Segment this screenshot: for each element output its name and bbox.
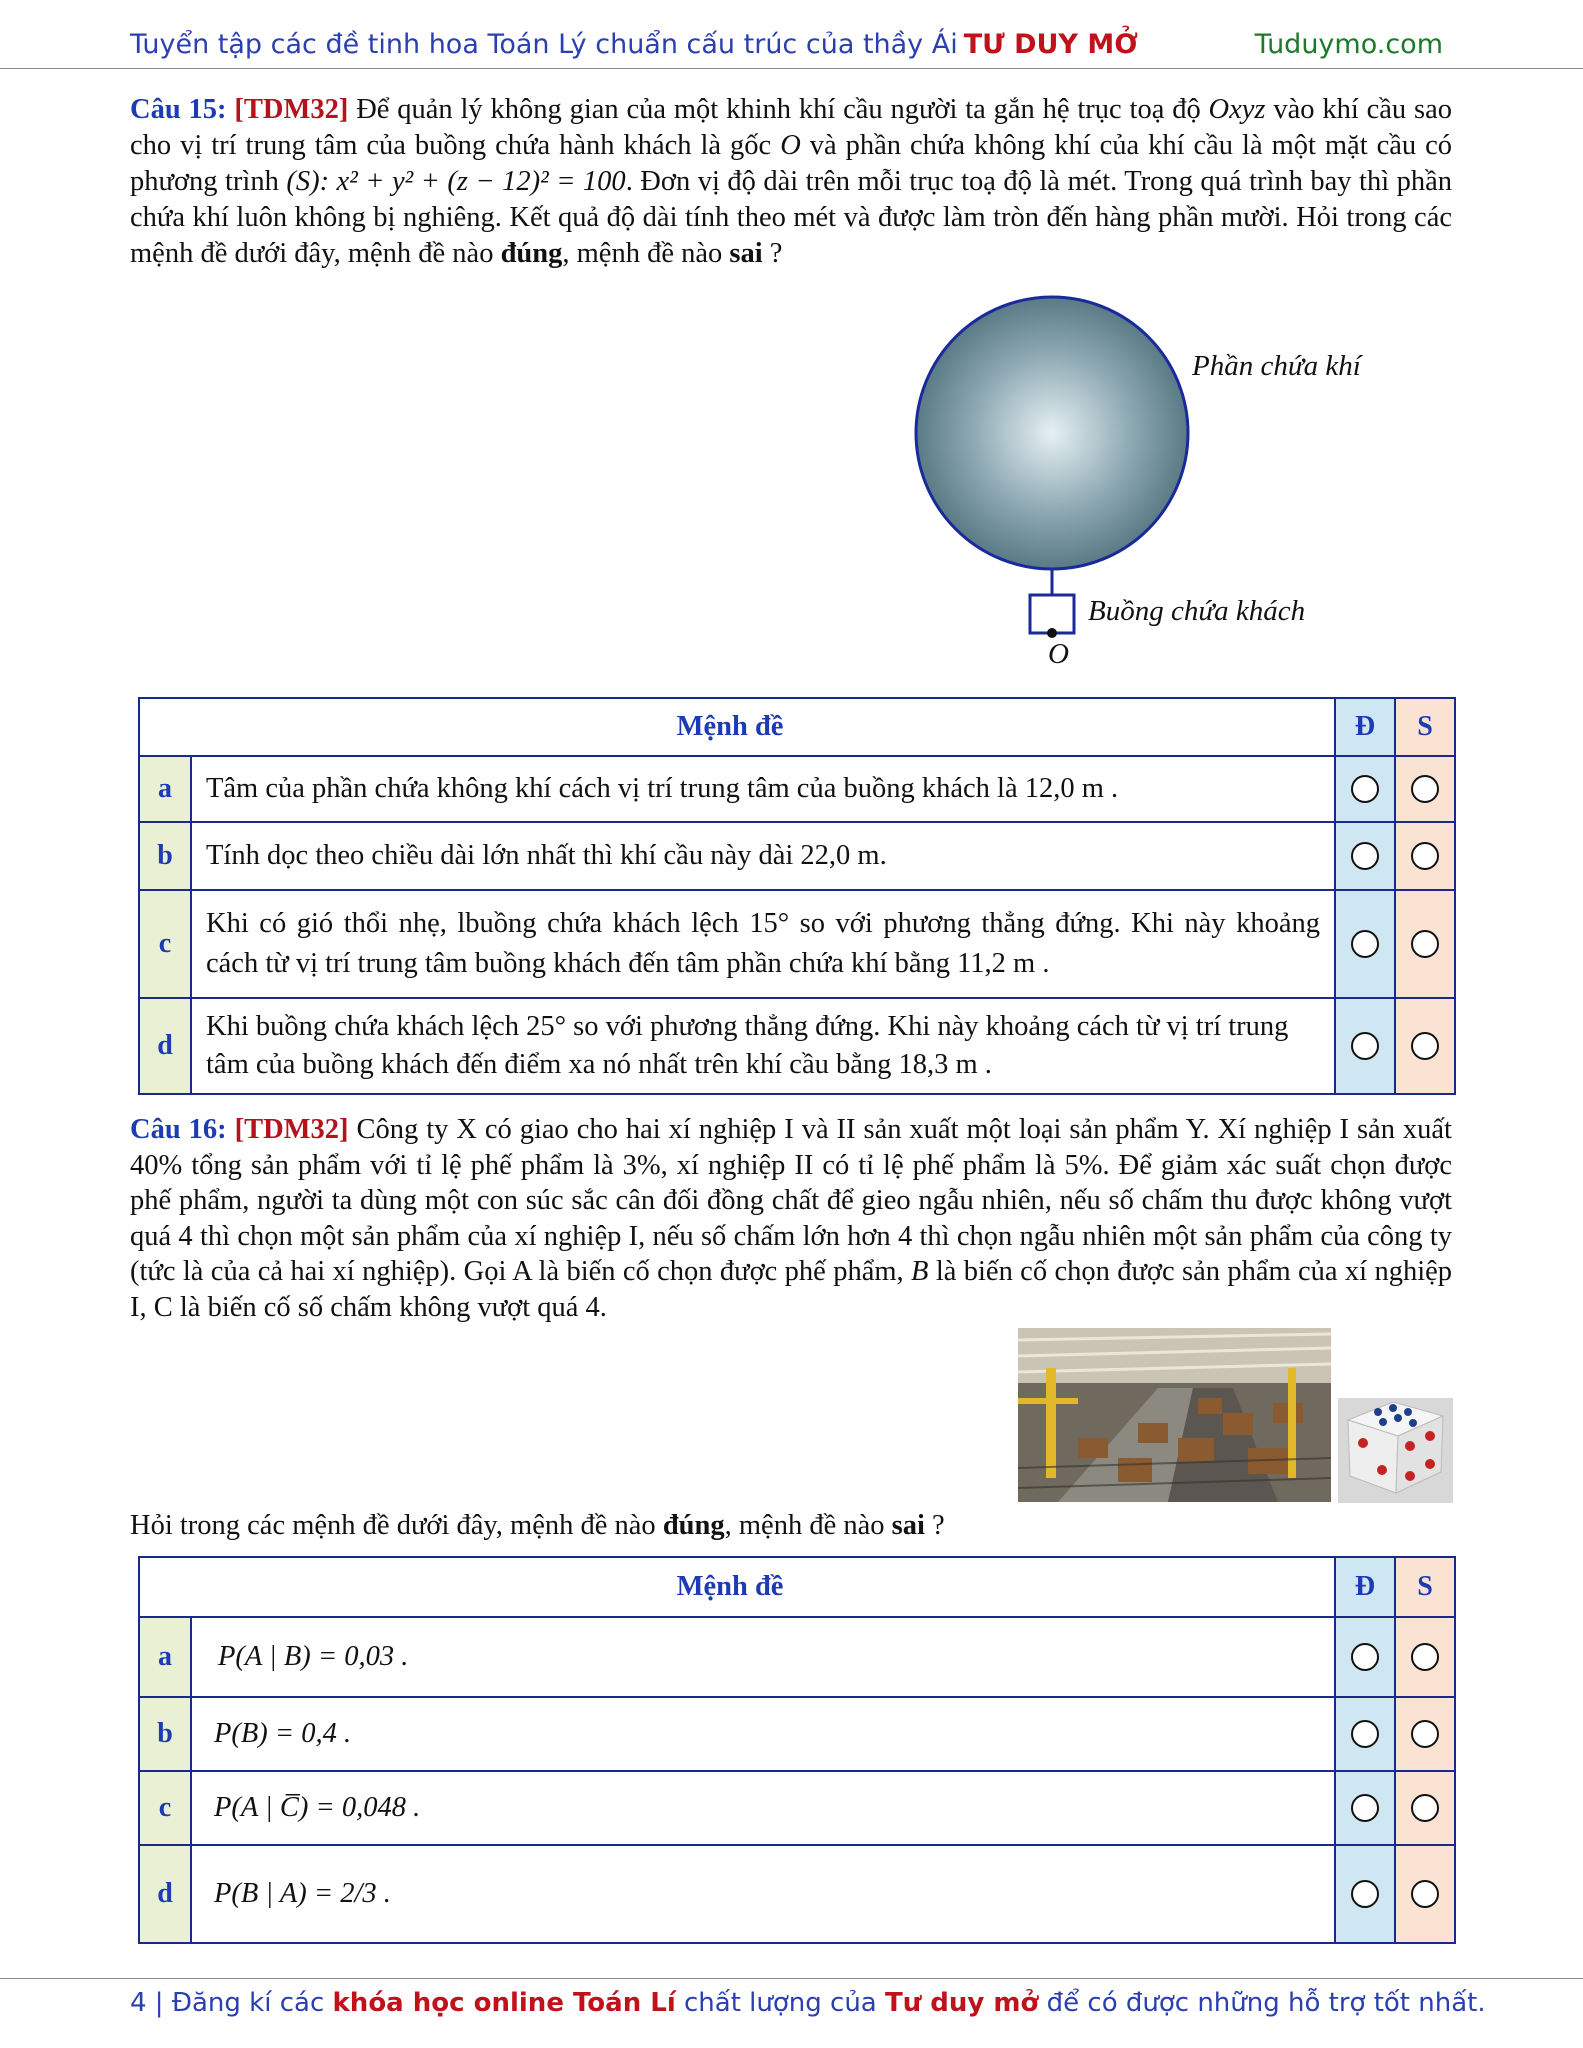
q16-table — [138, 1556, 1456, 1944]
q16-end: ? — [924, 1510, 945, 1541]
balloon-label: Phần chứa khí — [1192, 350, 1361, 382]
table-row — [140, 1616, 1454, 1696]
row-letter: a — [140, 757, 192, 821]
dice-photo — [1338, 1398, 1453, 1503]
q15-text-2: vào khí cầu sao cho vị trí trung tâm của buồng chứa hành khách là gốc — [130, 94, 1453, 161]
row-letter: a — [140, 1618, 192, 1696]
footer-divider — [0, 1978, 1583, 1979]
true-cell — [1334, 1698, 1394, 1770]
true-radio[interactable] — [1351, 930, 1379, 958]
q15-table-header: Mệnh đề — [676, 711, 784, 742]
footer-text-3: chất lượng của — [675, 1988, 885, 2018]
false-cell — [1394, 823, 1454, 889]
q15-text — [130, 92, 1452, 272]
false-radio[interactable] — [1411, 1720, 1439, 1748]
row-statement: P(A | C̅) = 0,048 . — [214, 1792, 421, 1823]
page-footer — [130, 1988, 1486, 2018]
table-row — [140, 821, 1454, 889]
false-radio[interactable] — [1411, 930, 1439, 958]
q16-b: B — [911, 1256, 929, 1287]
q16-col-false: S — [1394, 1558, 1454, 1616]
false-radio[interactable] — [1411, 775, 1439, 803]
true-radio[interactable] — [1351, 775, 1379, 803]
q16-question — [130, 1508, 1452, 1544]
table-row — [140, 1844, 1454, 1942]
balloon-sphere — [916, 297, 1188, 569]
true-radio[interactable] — [1351, 1880, 1379, 1908]
table-row — [140, 755, 1454, 821]
q16-mid: , mệnh đề nào — [724, 1510, 885, 1541]
false-cell — [1394, 999, 1454, 1093]
false-cell — [1394, 1698, 1454, 1770]
q16-text-body: Công ty X có giao cho hai xí nghiệp I và II sản xuất một loại sản phẩm Y. Xí nghiệp I sản xuất 40% tổng sản phẩm với tỉ lệ phế phẩm là 3%, xí nghiệp II có tỉ lệ phế phẩm là 5%. Để giảm xác suất chọn được phế phẩm, người ta dùng một con súc sắc cân đối đồng chất để gieo ngẫu nhiên, nếu số chấm thu được không vượt quá 4 thì chọn một sản phẩm của xí nghiệp I, nếu số chấm lớn hơn 4 thì chọn ngẫu nhiên một sản phẩm của công ty (tức là của cả hai xí nghiệp). Gọi A là biến cố chọn được phế phẩm, — [130, 1114, 1452, 1287]
q15-table-header-row — [140, 699, 1454, 755]
true-cell — [1334, 1618, 1394, 1696]
row-letter: c — [140, 1772, 192, 1844]
footer-text-1: Đăng kí các — [171, 1988, 333, 2018]
row-letter: c — [140, 891, 192, 997]
table-row — [140, 1770, 1454, 1844]
q15-equation: (S): x² + y² + (z − 12)² = 100 — [286, 166, 626, 197]
q15-col-false: S — [1394, 699, 1454, 755]
false-radio[interactable] — [1411, 842, 1439, 870]
footer-text-5: để có được những hỗ trợ tốt nhất. — [1038, 1988, 1486, 2018]
header-title — [130, 29, 1138, 60]
q16-question-start: Hỏi trong các mệnh đề dưới đây, mệnh đề nào — [130, 1510, 656, 1541]
q16-table-header-row — [140, 1558, 1454, 1616]
row-statement: P(A | B) = 0,03 . — [218, 1641, 409, 1672]
q15-end: ? — [762, 238, 783, 269]
q15-mid: , mệnh đề nào — [562, 238, 723, 269]
q16-col-true: Đ — [1334, 1558, 1394, 1616]
row-statement: P(B | A) = 2/3 . — [214, 1878, 391, 1909]
row-statement: Tâm của phần chứa không khí cách vị trí trung tâm của buồng khách là 12,0 m . — [206, 773, 1119, 804]
q15-false-word: sai — [729, 238, 763, 269]
warehouse-photo — [1018, 1328, 1331, 1502]
false-cell — [1394, 1618, 1454, 1696]
row-statement: Tính dọc theo chiều dài lớn nhất thì khí cầu này dài 22,0 m. — [206, 840, 887, 871]
q16-false-word: sai — [891, 1510, 925, 1541]
false-radio[interactable] — [1411, 1643, 1439, 1671]
false-cell — [1394, 891, 1454, 997]
row-statement: Khi buồng chứa khách lệch 25° so với phương thẳng đứng. Khi này khoảng cách từ vị trí trung tâm của buồng khách đến điểm xa nó nhất trên khí cầu bằng 18,3 m . — [206, 1011, 1289, 1080]
row-letter: d — [140, 1846, 192, 1942]
q16-text-end: là biến cố chọn được sản phẩm của xí nghiệp I, C là biến cố số chấm không vượt quá 4. — [130, 1256, 1453, 1323]
footer-courses[interactable]: khóa học online Toán Lí — [332, 1988, 676, 2018]
q16-number: Câu 16: — [130, 1114, 227, 1145]
cabin-box — [1030, 595, 1074, 633]
row-letter: b — [140, 823, 192, 889]
header-left-text: Tuyển tập các đề tinh hoa Toán Lý chuẩn cấu trúc của thầy Ái — [130, 28, 958, 60]
cabin-label: Buồng chứa khách — [1088, 595, 1306, 627]
q15-origin: O — [780, 130, 801, 161]
q15-number: Câu 15: — [130, 94, 227, 125]
true-radio[interactable] — [1351, 1720, 1379, 1748]
q15-tag: [TDM32] — [234, 94, 349, 125]
q16-text — [130, 1112, 1452, 1325]
page-header — [130, 22, 1443, 66]
false-radio[interactable] — [1411, 1880, 1439, 1908]
origin-label: O — [1048, 638, 1069, 670]
row-statement: Khi có gió thổi nhẹ, lbuồng chứa khách lệch 15° so với phương thẳng đứng. Khi này khoảng cách từ vị trí trung tâm buồng khách đến tâm phần chứa khí bằng 11,2 m . — [206, 908, 1320, 979]
true-cell — [1334, 1846, 1394, 1942]
true-radio[interactable] — [1351, 1794, 1379, 1822]
false-radio[interactable] — [1411, 1032, 1439, 1060]
q15-text-4: . Đơn vị độ dài trên mỗi trục toạ độ là mét. Trong quá trình bay thì phần chứa khí luôn không bị nghiêng. Kết quả độ dài tính theo mét và được làm tròn đến hàng phần mười. Hỏi trong các mệnh đề dưới đây, mệnh đề nào — [130, 166, 1453, 269]
true-radio[interactable] — [1351, 1032, 1379, 1060]
true-cell — [1334, 757, 1394, 821]
q15-text-1: Để quản lý không gian của một khinh khí cầu người ta gắn hệ trục toạ độ — [356, 94, 1201, 125]
true-radio[interactable] — [1351, 842, 1379, 870]
q15-oxyz: Oxyz — [1208, 94, 1266, 125]
false-cell — [1394, 757, 1454, 821]
row-letter: b — [140, 1698, 192, 1770]
true-cell — [1334, 891, 1394, 997]
table-row — [140, 1696, 1454, 1770]
true-cell — [1334, 823, 1394, 889]
true-cell — [1334, 999, 1394, 1093]
q15-table — [138, 697, 1456, 1095]
footer-sep: | — [146, 1988, 172, 2018]
origin-dot — [1047, 628, 1057, 638]
table-row — [140, 889, 1454, 997]
true-cell — [1334, 1772, 1394, 1844]
header-brand: TƯ DUY MỞ — [963, 28, 1138, 60]
header-divider — [0, 68, 1583, 69]
page-number: 4 — [130, 1988, 147, 2018]
header-site-link[interactable]: Tuduymo.com — [1254, 28, 1443, 60]
true-radio[interactable] — [1351, 1643, 1379, 1671]
q15-true-word: đúng — [500, 238, 563, 269]
row-letter: d — [140, 999, 192, 1093]
q15-text-3: và phần chứa không khí của khí cầu là một mặt cầu có phương trình — [130, 130, 1453, 197]
footer-brand: Tư duy mở — [885, 1988, 1039, 2018]
false-cell — [1394, 1772, 1454, 1844]
false-cell — [1394, 1846, 1454, 1942]
q16-tag: [TDM32] — [234, 1114, 349, 1145]
q15-col-true: Đ — [1334, 699, 1394, 755]
table-row — [140, 997, 1454, 1093]
q16-true-word: đúng — [662, 1510, 725, 1541]
q16-table-header: Mệnh đề — [676, 1571, 784, 1602]
row-statement: P(B) = 0,4 . — [214, 1718, 352, 1749]
false-radio[interactable] — [1411, 1794, 1439, 1822]
